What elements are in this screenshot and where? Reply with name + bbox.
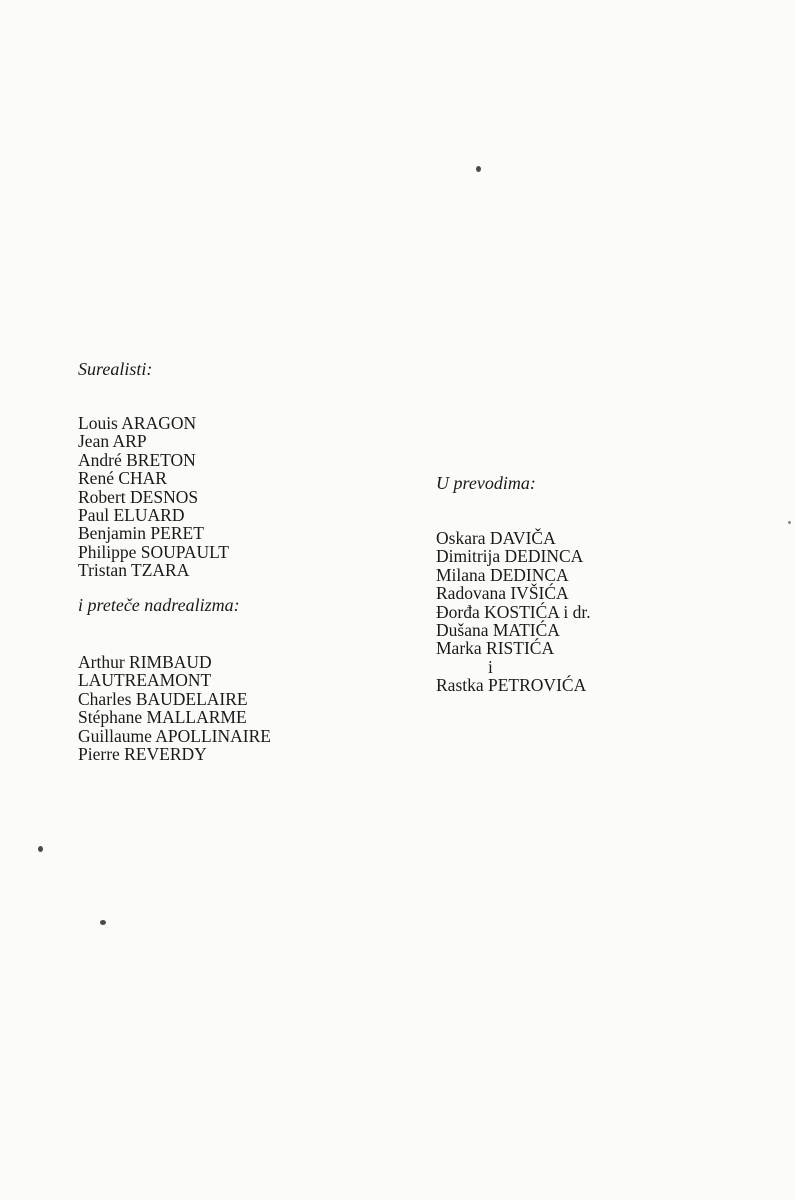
list-item: André BRETON — [78, 449, 196, 470]
list-item: Jean ARP — [78, 431, 147, 452]
list-item: Pierre REVERDY — [78, 744, 207, 765]
list-item: Radovana IVŠIĆA — [436, 583, 569, 604]
paper-speck — [38, 846, 43, 852]
surrealists-heading: Surealisti: — [78, 359, 153, 379]
list-item: Guillaume APOLLINAIRE — [78, 725, 271, 746]
list-item: Louis ARAGON — [78, 413, 197, 433]
precursors-heading: i preteče nadrealizma: — [78, 595, 240, 615]
list-item: Milana DEDINCA — [436, 564, 569, 585]
paper-speck — [788, 521, 791, 524]
paper-speck — [100, 920, 106, 925]
list-item: René CHAR — [78, 468, 167, 489]
list-item: LAUTREAMONT — [78, 670, 212, 691]
list-item: Rastka PETROVIĆA — [436, 675, 587, 696]
paper-speck — [476, 166, 481, 172]
translations-heading: U prevodima: — [436, 473, 536, 493]
list-item: Stéphane MALLARME — [78, 707, 247, 728]
list-item: Dušana MATIĆA — [436, 620, 560, 641]
surrealists-list — [78, 414, 229, 580]
list-item: Đorđa KOSTIĆA i dr. — [436, 601, 591, 622]
list-item: Charles BAUDELAIRE — [78, 688, 248, 709]
list-item: Benjamin PERET — [78, 523, 204, 544]
list-item: Oskara DAVIČA — [436, 528, 556, 548]
list-item: Paul ELUARD — [78, 505, 185, 526]
list-item: Robert DESNOS — [78, 486, 199, 507]
translators-list — [436, 529, 591, 695]
list-item: Marka RISTIĆA — [436, 638, 555, 659]
precursors-list — [78, 653, 271, 763]
list-item: Tristan TZARA — [78, 560, 190, 581]
list-item: Philippe SOUPAULT — [78, 541, 229, 562]
list-item: Dimitrija DEDINCA — [436, 546, 584, 567]
conjunction-i: i — [488, 656, 493, 677]
list-item: Arthur RIMBAUD — [78, 652, 212, 672]
